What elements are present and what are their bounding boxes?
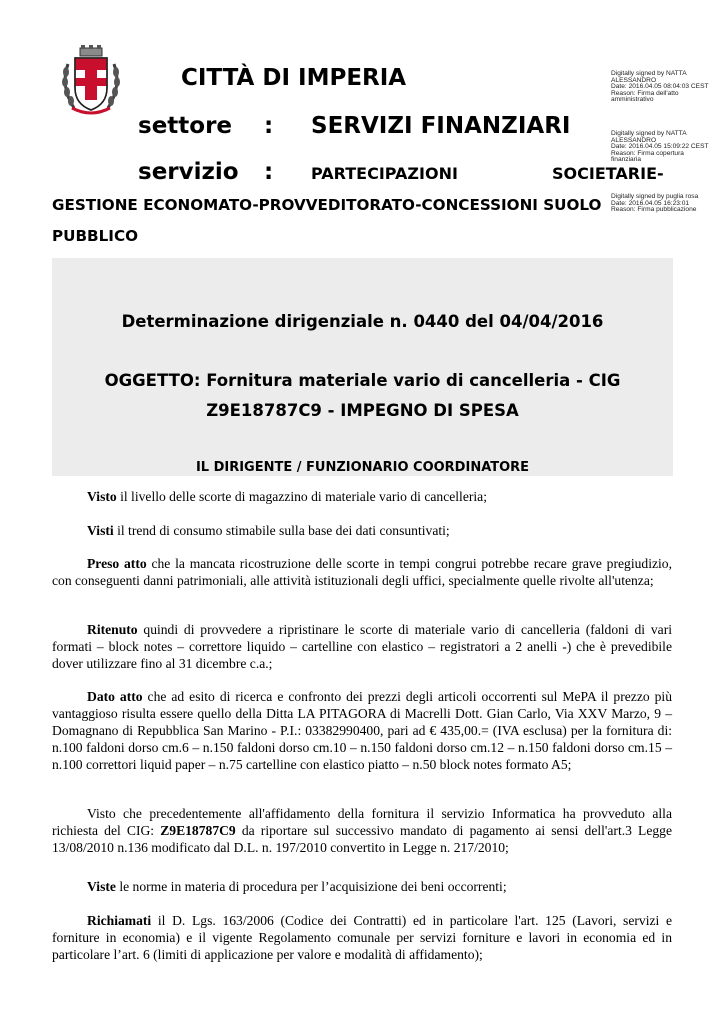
signature-line: ALESSANDRO	[611, 76, 657, 84]
paragraph-text: che la mancata ricostruzione delle scorte in tempi congrui potrebbe recare grave pregiudizio, con conseguenti danni patrimoniali, alle attività istituzionali degli uffici, specialmente quelle rivolte all'utenza;	[52, 556, 672, 588]
paragraph-text: il trend di consumo stimabile sulla base dei dati consuntivati;	[113, 523, 450, 538]
paragraph-text: che ad esito di ricerca e confronto dei prezzi degli articoli occorrenti sul MePA il prezzo più vantaggioso risulta essere quello della Ditta LA PITAGORA di Macrelli Dott. Gian Carlo, Via XXV Marzo, 9 – Domagnano di Repubblica San Marino - P.I.: 03382990400, pari ad € 435,00.= (IVA esclusa) per la fornitura di: n.100 faldoni dorso cm.6 – n.150 faldoni dorso cm.10 – n.150 faldoni dorso cm.12 – n.150 faldoni dorso cm.15 – n.100 correttori liquid paper – n.75 cartelline con elastico piatto – n.50 block notes formato A5;	[52, 689, 673, 772]
settore-colon: :	[264, 113, 274, 139]
paragraph-text: quindi di provvedere a ripristinare le scorte di materiale vario di cancelleria (faldoni di vari formati – block notes – correttore liquido – cartelline con elastico – registratori a 2 anelli -) che è prevedibile dover utilizzare fino al 31 dicembre c.a.;	[52, 622, 672, 671]
paragraph-visti	[52, 522, 672, 539]
subject-line-2: Z9E18787C9 - IMPEGNO DI SPESA	[206, 401, 519, 420]
paragraph-keyword: Visti	[87, 523, 114, 538]
digital-signature-2	[611, 131, 709, 164]
signature-line: Digitally signed by NATTA	[611, 130, 687, 137]
settore-label: settore	[138, 113, 233, 139]
signature-line: Reason: Firma copertura	[611, 149, 684, 157]
paragraph-richiamati	[52, 912, 672, 963]
paragraph-dato-atto	[52, 688, 672, 773]
digital-signature-3	[611, 194, 698, 214]
signature-line: finanziaria	[611, 156, 642, 164]
signature-line: Reason: Firma pubblicazione	[611, 206, 697, 214]
paragraph-preso-atto	[52, 555, 672, 589]
servizio-colon: :	[264, 159, 274, 185]
paragraph-text: Visto che precedentemente all'affidamento della fornitura il servizio Informatica ha provveduto alla richiesta del CIG:	[52, 806, 672, 838]
determination-title: Determinazione dirigenziale n. 0440 del 04/04/2016	[121, 312, 604, 331]
city-title: CITTÀ DI IMPERIA	[181, 65, 407, 91]
paragraph-text: il D. Lgs. 163/2006 (Codice dei Contratti) ed in particolare l'art. 125 (Lavori, servizi e forniture in economia) e il vigente Regolamento comunale per servizi forniture e lavori in economia ed in particolare l’art. 6 (limiti di applicazione per valore e modalità di affidamento);	[52, 913, 672, 962]
paragraph-visto	[52, 488, 672, 505]
paragraph-keyword: Dato atto	[87, 689, 143, 704]
dirigente-heading: IL DIRIGENTE / FUNZIONARIO COORDINATORE	[195, 460, 530, 475]
signature-line: amministrativo	[611, 96, 654, 104]
settore-value: SERVIZI FINANZIARI	[311, 113, 571, 139]
signature-line: Reason: Firma dell'atto	[611, 89, 679, 97]
paragraph-keyword: Viste	[87, 879, 116, 894]
signature-line: ALESSANDRO	[611, 136, 657, 144]
servizio-line-3: PUBBLICO	[52, 227, 139, 245]
paragraph-keyword: Richiamati	[87, 913, 152, 928]
servizio-label: servizio	[138, 159, 239, 185]
determination-box	[52, 258, 673, 476]
signature-line: Date: 2016.04.05 15:09:22 CEST	[611, 143, 709, 151]
subject-line-1: OGGETTO: Fornitura materiale vario di cancelleria - CIG	[104, 371, 621, 390]
servizio-value-a: PARTECIPAZIONI	[311, 164, 458, 183]
cig-code: Z9E18787C9	[160, 823, 236, 838]
servizio-line-2: GESTIONE ECONOMATO-PROVVEDITORATO-CONCESSIONI SUOLO	[52, 196, 602, 214]
paragraph-keyword: Preso atto	[87, 556, 147, 571]
paragraph-text: le norme in materia di procedura per l’acquisizione dei beni occorrenti;	[115, 879, 507, 894]
signature-line: Date: 2016.04.05 16:23:01	[611, 199, 690, 207]
signature-line: Digitally signed by NATTA	[611, 70, 687, 77]
paragraph-text: il livello delle scorte di magazzino di materiale vario di cancelleria;	[116, 489, 487, 504]
paragraph-keyword: Visto	[87, 489, 117, 504]
coat-of-arms-logo	[58, 44, 124, 118]
paragraph-keyword: Ritenuto	[87, 622, 138, 637]
paragraph-viste	[52, 878, 672, 895]
paragraph-text: da riportare sul successivo mandato di pagamento ai sensi dell'art.3 Legge 13/08/2010 n.136 modificato dal D.L. n. 197/2010 convertito in Legge n. 217/2010;	[52, 823, 672, 855]
paragraph-ritenuto	[52, 621, 672, 672]
signature-line: Digitally signed by puglia rosa	[611, 193, 699, 200]
signature-line: Date: 2016.04.05 08:04:03 CEST	[611, 83, 709, 91]
digital-signature-1	[611, 71, 709, 104]
paragraph-cig	[52, 805, 672, 856]
servizio-value-b: SOCIETARIE-	[552, 164, 664, 183]
